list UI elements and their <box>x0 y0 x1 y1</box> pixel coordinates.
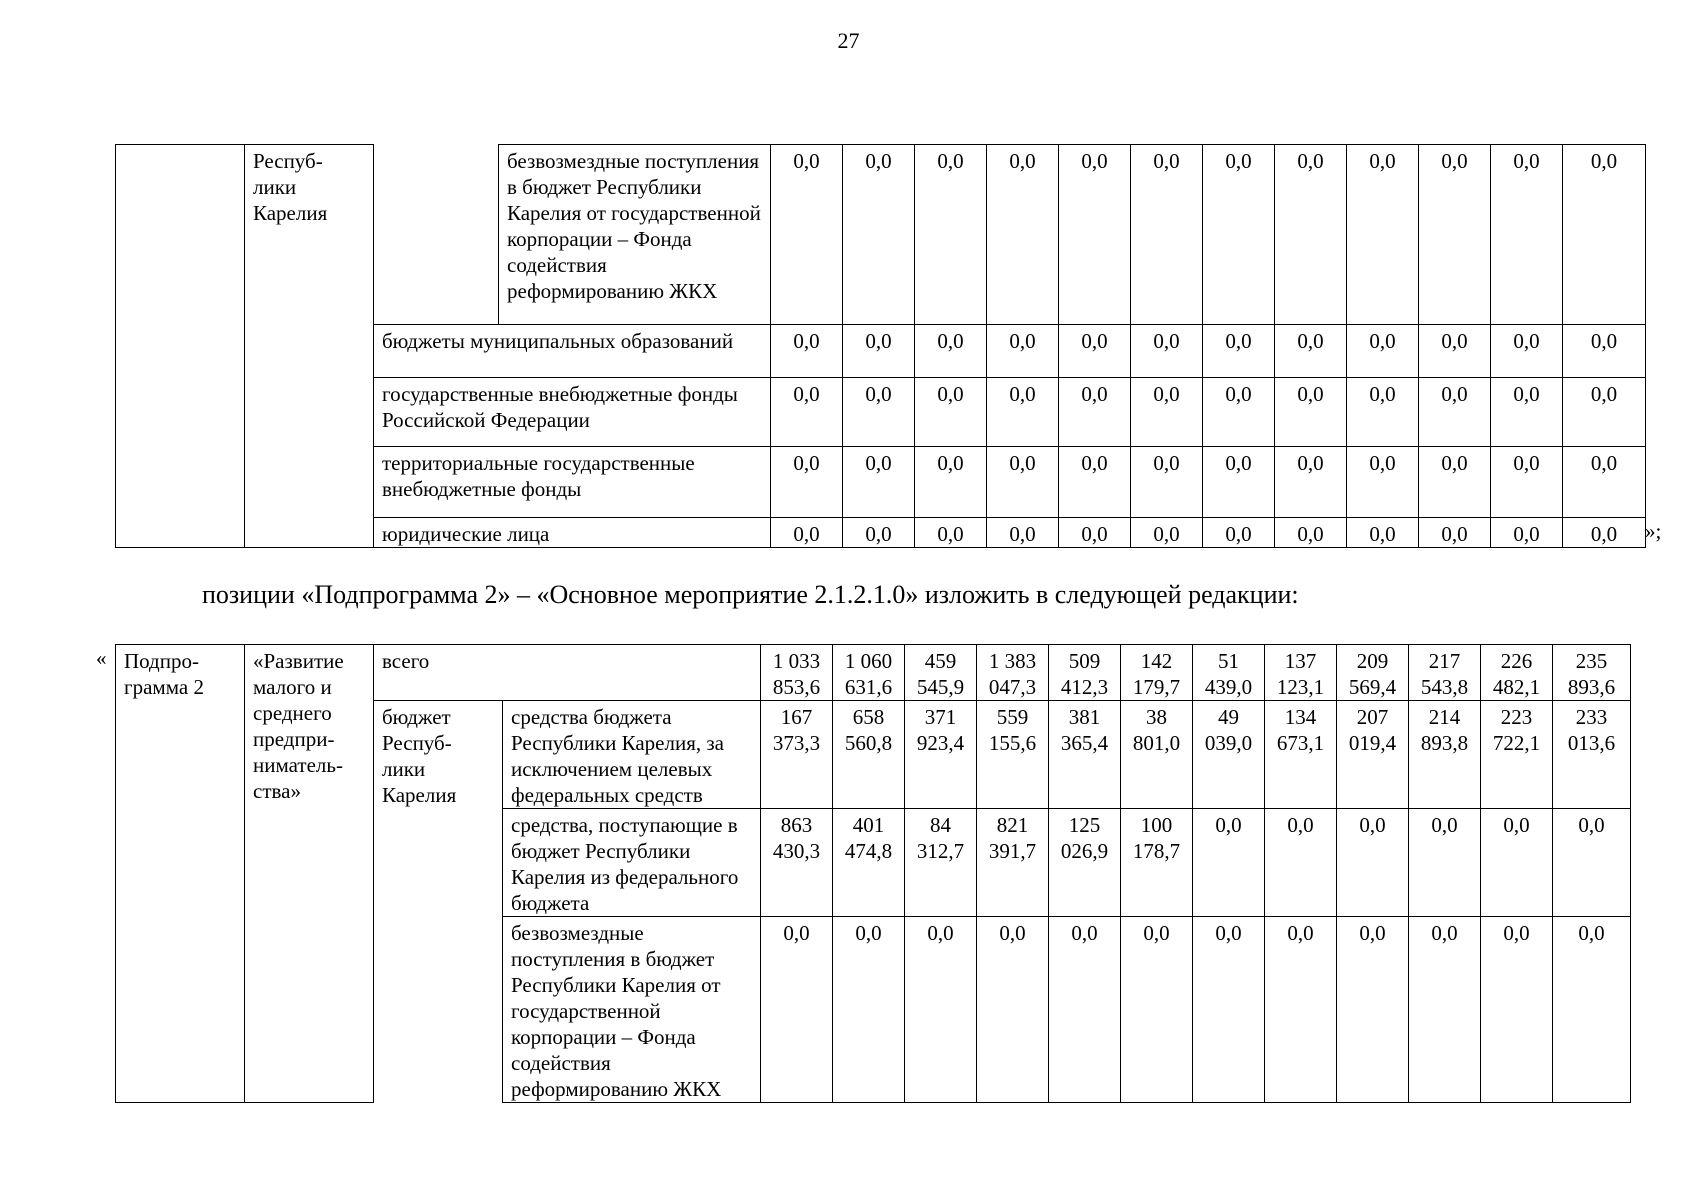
value-cell: 100 178,7 <box>1121 809 1193 917</box>
value-cell: 371 923,4 <box>905 701 977 809</box>
value-cell: 0,0 <box>1131 378 1203 447</box>
value-cell: 0,0 <box>1419 145 1491 325</box>
value-cell: 0,0 <box>1347 145 1419 325</box>
row-label: территориальные государственные внебюджетные фонды <box>374 447 771 518</box>
value-cell: 0,0 <box>1491 325 1563 378</box>
value-cell: 0,0 <box>771 145 843 325</box>
value-cell: 0,0 <box>1553 917 1631 1103</box>
value-cell: 0,0 <box>1059 447 1131 518</box>
value-cell: 134 673,1 <box>1265 701 1337 809</box>
value-cell: 0,0 <box>1481 917 1553 1103</box>
value-cell: 38 801,0 <box>1121 701 1193 809</box>
value-cell: 0,0 <box>1409 809 1481 917</box>
table-row <box>116 645 1631 701</box>
region-label: Респуб- лики Карелия <box>245 145 374 548</box>
value-cell: 0,0 <box>1347 325 1419 378</box>
row-label: государственные внебюджетные фонды Российской Федерации <box>374 378 771 447</box>
value-cell: 0,0 <box>1059 518 1131 548</box>
value-cell: 235 893,6 <box>1553 645 1631 701</box>
value-cell: 0,0 <box>843 378 915 447</box>
value-cell: 863 430,3 <box>761 809 833 917</box>
value-cell: 0,0 <box>1481 809 1553 917</box>
value-cell: 0,0 <box>1203 325 1275 378</box>
value-cell: 0,0 <box>1347 447 1419 518</box>
value-cell: 509 412,3 <box>1049 645 1121 701</box>
value-cell: 0,0 <box>1059 325 1131 378</box>
total-label: всего <box>374 645 761 701</box>
row-label: безвозмездные поступления в бюджет Республики Карелия от государственной корпорации – Фонда содействия реформированию ЖКХ <box>499 145 771 325</box>
value-cell: 0,0 <box>1419 325 1491 378</box>
program-name: «Развитие малого и среднего предпри- ниматель- ства» <box>245 645 374 1103</box>
value-cell: 0,0 <box>771 378 843 447</box>
value-cell: 0,0 <box>1275 325 1347 378</box>
program-label: Подпро- грамма 2 <box>116 645 245 1103</box>
program-cell-empty <box>116 145 245 548</box>
value-cell: 0,0 <box>1131 325 1203 378</box>
value-cell: 0,0 <box>987 325 1059 378</box>
value-cell: 0,0 <box>1563 518 1646 548</box>
value-cell: 209 569,4 <box>1337 645 1409 701</box>
value-cell: 0,0 <box>1419 447 1491 518</box>
value-cell: 0,0 <box>987 378 1059 447</box>
value-cell: 381 365,4 <box>1049 701 1121 809</box>
value-cell: 0,0 <box>1491 378 1563 447</box>
value-cell: 167 373,3 <box>761 701 833 809</box>
opening-quote: « <box>96 646 107 670</box>
row-label: средства бюджета Республики Карелия, за исключением целевых федеральных средств <box>503 701 761 809</box>
value-cell: 0,0 <box>1347 518 1419 548</box>
value-cell: 0,0 <box>1275 378 1347 447</box>
closing-quote: »; <box>1645 519 1662 543</box>
value-cell: 658 560,8 <box>833 701 905 809</box>
value-cell: 0,0 <box>1491 145 1563 325</box>
value-cell: 217 543,8 <box>1409 645 1481 701</box>
funding-table-continuation <box>115 144 1646 548</box>
value-cell: 559 155,6 <box>977 701 1049 809</box>
instruction-paragraph: позиции «Подпрограмма 2» – «Основное мероприятие 2.1.2.1.0» изложить в следующей редакции: <box>202 580 1299 609</box>
value-cell: 142 179,7 <box>1121 645 1193 701</box>
budget-label: бюджет Респуб- лики Карелия <box>374 701 503 1103</box>
value-cell: 0,0 <box>1563 378 1646 447</box>
value-cell: 0,0 <box>1275 447 1347 518</box>
value-cell: 0,0 <box>1337 917 1409 1103</box>
value-cell: 459 545,9 <box>905 645 977 701</box>
value-cell: 0,0 <box>771 447 843 518</box>
value-cell: 0,0 <box>1203 518 1275 548</box>
value-cell: 0,0 <box>1563 447 1646 518</box>
value-cell: 0,0 <box>1131 518 1203 548</box>
value-cell: 0,0 <box>987 518 1059 548</box>
value-cell: 0,0 <box>1275 518 1347 548</box>
value-cell: 0,0 <box>843 518 915 548</box>
value-cell: 214 893,8 <box>1409 701 1481 809</box>
row-label: бюджеты муниципальных образований <box>374 325 771 378</box>
value-cell: 0,0 <box>915 447 987 518</box>
value-cell: 0,0 <box>1275 145 1347 325</box>
value-cell: 0,0 <box>987 145 1059 325</box>
value-cell: 0,0 <box>987 447 1059 518</box>
value-cell: 0,0 <box>977 917 1049 1103</box>
value-cell: 0,0 <box>1419 518 1491 548</box>
value-cell: 223 722,1 <box>1481 701 1553 809</box>
value-cell: 0,0 <box>1193 917 1265 1103</box>
value-cell: 0,0 <box>915 325 987 378</box>
value-cell: 0,0 <box>1049 917 1121 1103</box>
page-number: 27 <box>837 28 860 53</box>
value-cell: 0,0 <box>833 917 905 1103</box>
value-cell: 0,0 <box>1131 447 1203 518</box>
value-cell: 0,0 <box>1491 518 1563 548</box>
subprogram-2-table <box>115 644 1631 1103</box>
empty-cell <box>374 145 499 325</box>
value-cell: 1 060 631,6 <box>833 645 905 701</box>
value-cell: 0,0 <box>1121 917 1193 1103</box>
value-cell: 207 019,4 <box>1337 701 1409 809</box>
value-cell: 0,0 <box>1491 447 1563 518</box>
row-label: средства, поступающие в бюджет Республики Карелия из федерального бюджета <box>503 809 761 917</box>
value-cell: 821 391,7 <box>977 809 1049 917</box>
value-cell: 0,0 <box>1203 378 1275 447</box>
value-cell: 84 312,7 <box>905 809 977 917</box>
table-row <box>116 145 1646 325</box>
value-cell: 0,0 <box>1553 809 1631 917</box>
value-cell: 233 013,6 <box>1553 701 1631 809</box>
value-cell: 0,0 <box>1337 809 1409 917</box>
value-cell: 226 482,1 <box>1481 645 1553 701</box>
value-cell: 0,0 <box>1563 325 1646 378</box>
value-cell: 0,0 <box>915 378 987 447</box>
value-cell: 0,0 <box>771 325 843 378</box>
value-cell: 0,0 <box>1265 917 1337 1103</box>
value-cell: 0,0 <box>843 145 915 325</box>
value-cell: 0,0 <box>1203 447 1275 518</box>
value-cell: 125 026,9 <box>1049 809 1121 917</box>
value-cell: 0,0 <box>771 518 843 548</box>
row-label: юридические лица <box>374 518 771 548</box>
value-cell: 0,0 <box>1265 809 1337 917</box>
value-cell: 1 383 047,3 <box>977 645 1049 701</box>
value-cell: 1 033 853,6 <box>761 645 833 701</box>
row-label: безвозмездные поступления в бюджет Республики Карелия от государственной корпорации – Фонда содействия реформированию ЖКХ <box>503 917 761 1103</box>
value-cell: 51 439,0 <box>1193 645 1265 701</box>
value-cell: 0,0 <box>761 917 833 1103</box>
value-cell: 0,0 <box>1059 378 1131 447</box>
value-cell: 0,0 <box>905 917 977 1103</box>
value-cell: 0,0 <box>915 518 987 548</box>
value-cell: 0,0 <box>1347 378 1419 447</box>
value-cell: 49 039,0 <box>1193 701 1265 809</box>
value-cell: 0,0 <box>1193 809 1265 917</box>
value-cell: 0,0 <box>915 145 987 325</box>
value-cell: 0,0 <box>1059 145 1131 325</box>
value-cell: 0,0 <box>1203 145 1275 325</box>
value-cell: 0,0 <box>1131 145 1203 325</box>
value-cell: 137 123,1 <box>1265 645 1337 701</box>
value-cell: 0,0 <box>1563 145 1646 325</box>
value-cell: 0,0 <box>843 447 915 518</box>
value-cell: 0,0 <box>843 325 915 378</box>
value-cell: 401 474,8 <box>833 809 905 917</box>
value-cell: 0,0 <box>1419 378 1491 447</box>
value-cell: 0,0 <box>1409 917 1481 1103</box>
